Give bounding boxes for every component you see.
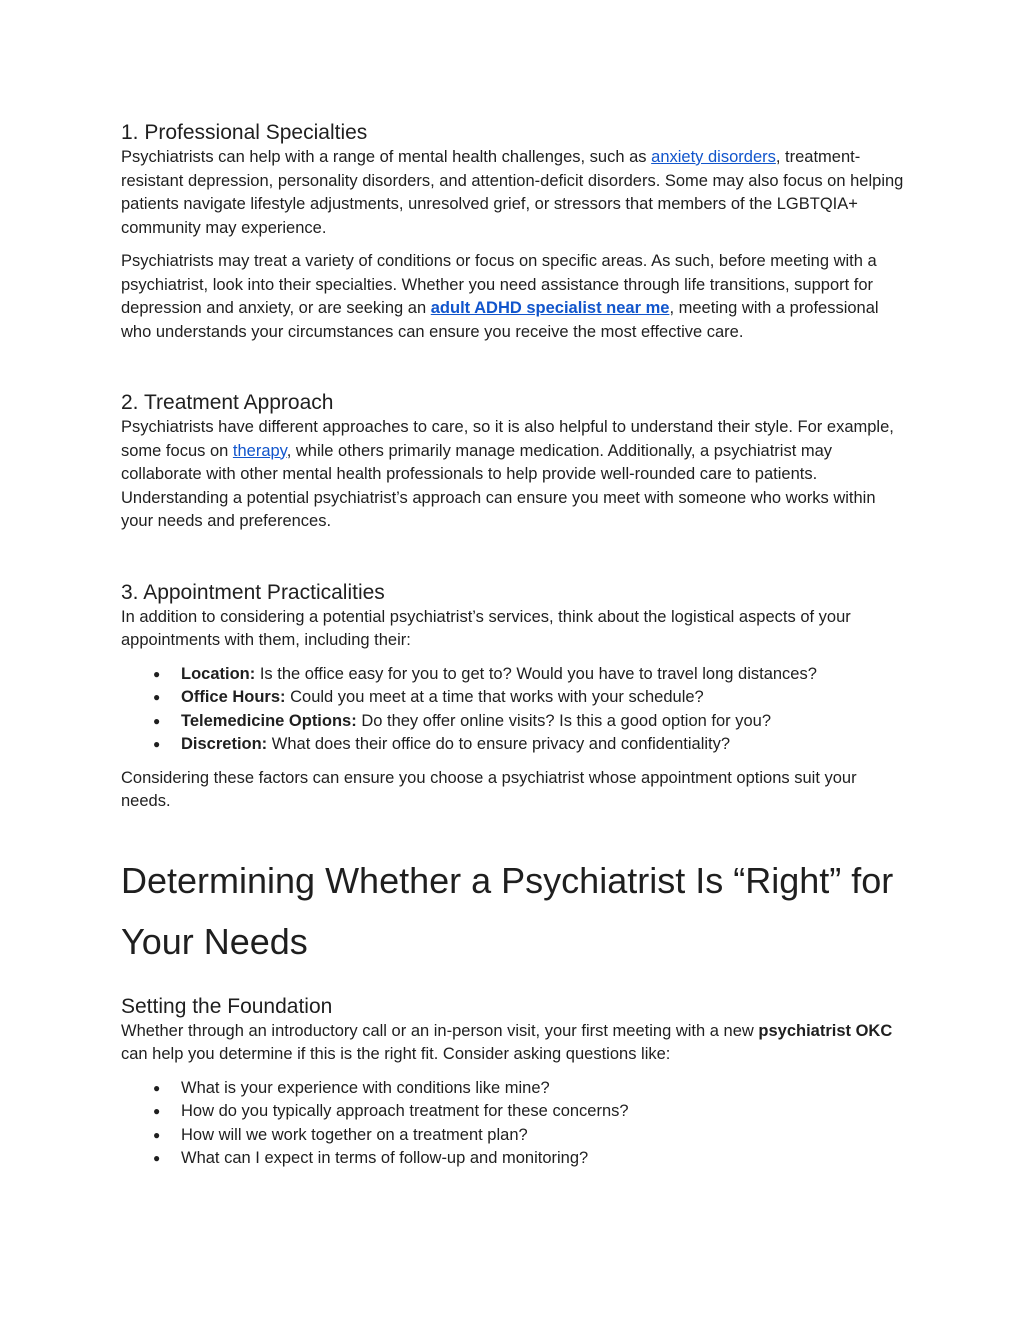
bullet-icon: ● [153,666,161,681]
psychiatrist-okc-bold: psychiatrist OKC [758,1021,893,1040]
list-item: ● Location: Is the office easy for you to get to? Would you have to travel long distances? [181,663,904,687]
paragraph: Whether through an introductory call or an in-person visit, your first meeting with a new psychiatrist OKC can help you determine if this is the right fit. Consider asking questions like: [121,1021,893,1063]
anxiety-disorders-link[interactable]: anxiety disorders [651,148,776,166]
questions-list [121,1077,904,1171]
list-item: ● What can I expect in terms of follow-up and monitoring? [181,1147,904,1171]
bullet-icon: ● [153,737,161,751]
bullet-icon: ● [153,1104,161,1118]
section-setting-the-foundation [121,994,904,1171]
list-item: ● What is your experience with conditions like mine? [181,1077,904,1101]
list-item: ● Discretion: What does their office do to ensure privacy and confidentiality? [181,733,904,757]
section-heading: Setting the Foundation [121,994,333,1018]
list-item: ● Telemedicine Options: Do they offer online visits? Is this a good option for you? [181,710,904,734]
therapy-link[interactable]: therapy [232,441,287,460]
list-item: ● How will we work together on a treatment plan? [181,1124,904,1148]
paragraph: Psychiatrists have different approaches to care, so it is also helpful to understand their style. For example, some focus on therapy, while others primarily manage medication. Additionally, a psychiatrist may collaborate with other mental health professionals to help provide well-rounded care to patients. Understanding a potential psychiatrist’s approach can ensure you meet with someone who works within your needs and preferences. [121,418,894,530]
section-heading: 1. Professional Specialties [121,121,368,144]
list-item: ● Office Hours: Could you meet at a time that works with your schedule? [181,686,904,710]
section-heading: 2. Treatment Approach [121,391,334,414]
section-professional-specialties [121,120,904,344]
list-item: ● How do you typically approach treatment for these concerns? [181,1100,904,1124]
section-heading: 3. Appointment Practicalities [121,580,385,604]
bullet-icon: ● [153,1127,161,1142]
paragraph: Considering these factors can ensure you choose a psychiatrist whose appointment options suit your needs. [121,768,857,810]
adult-adhd-specialist-link[interactable]: adult ADHD specialist near me [430,299,670,317]
bullet-icon: ● [153,1151,161,1165]
paragraph: Psychiatrists can help with a range of mental health challenges, such as anxiety disorders, treatment-resistant depression, personality disorders, and attention-deficit disorders. Some may also focus on helping patients navigate lifestyle adjustments, unresolved grief, or stressors that members of the LGBTQIA+ community may experience. [121,148,904,237]
bullet-icon: ● [153,1080,161,1095]
paragraph: In addition to considering a potential psychiatrist’s services, think about the logistical aspects of your appointments with them, including their: [121,607,851,649]
main-heading: Determining Whether a Psychiatrist Is “Right” for Your Needs [121,859,894,962]
paragraph: Psychiatrists may treat a variety of conditions or focus on specific areas. As such, before meeting with a psychiatrist, look into their specialties. Whether you need assistance through life transitions, support for depression and anxiety, or are seeking an adult ADHD specialist near me, meeting with a professional who understands your circumstances can ensure you receive the most effective care. [121,252,879,341]
bullet-icon: ● [153,713,161,728]
section-appointment-practicalities [121,580,904,814]
section-treatment-approach [121,390,904,534]
practicalities-list [121,663,904,757]
bullet-icon: ● [153,690,161,704]
